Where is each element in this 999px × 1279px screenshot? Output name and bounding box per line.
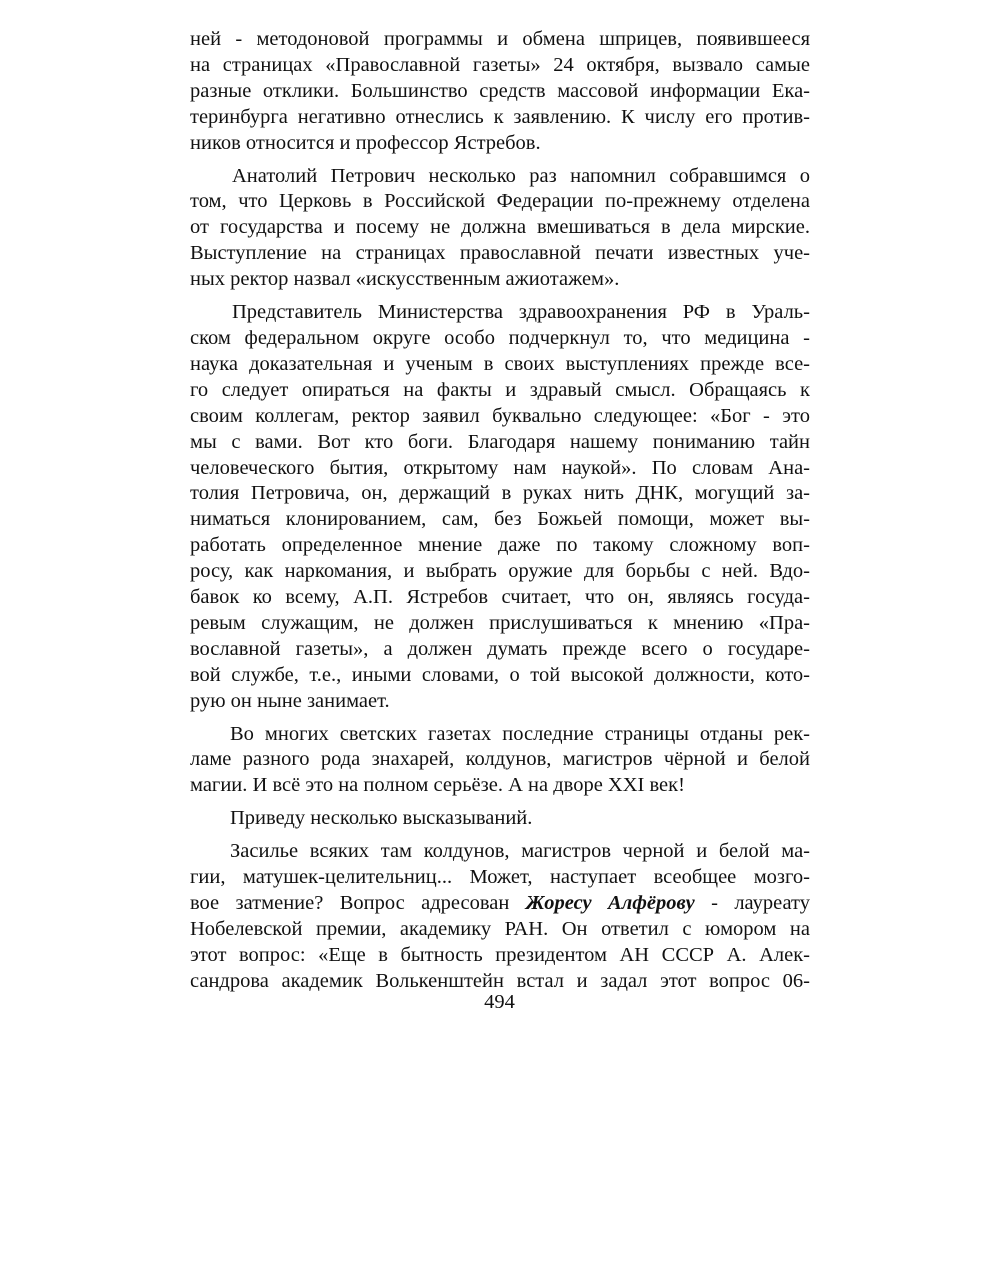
- text-line: ников относится и профессор Ястребов.: [190, 131, 541, 154]
- page-number: 494: [484, 991, 515, 1013]
- text-line: росу, как наркомания, и выбрать оружие для борьбы с ней. Вдо-: [190, 560, 810, 583]
- text-line: работать определенное мнение даже по такому сложному воп-: [190, 534, 810, 557]
- text-line: наука доказательная и ученым в своих выступлениях прежде все-: [190, 352, 810, 375]
- text-line: Анатолий Петрович несколько раз напомнил собравшимся о: [232, 164, 810, 187]
- text-line: мы с вами. Вот кто боги. Благодаря нашему пониманию тайн: [190, 430, 810, 453]
- text-line: человеческого бытия, открытому нам наукой». По словам Ана-: [190, 456, 810, 479]
- text-line: Засилье всяких там колдунов, магистров черной и белой ма-: [230, 840, 810, 863]
- text-line: вославной газеты», а должен думать прежде всего о государе-: [190, 637, 810, 660]
- text-line: Приведу несколько высказываний.: [230, 807, 533, 830]
- text-line: ных ректор назвал «искусственным ажиотажем».: [190, 268, 620, 291]
- text-line: Нобелевской премии, академику РАН. Он ответил с юмором на: [190, 917, 810, 940]
- text-fragment: - лауреату: [694, 892, 810, 914]
- paragraph-4: [190, 722, 810, 800]
- text-line: Во многих светских газетах последние страницы отданы рек-: [230, 722, 810, 745]
- text-fragment: вое затмение? Вопрос адресован: [190, 892, 526, 914]
- text-line: толия Петровича, он, держащий в руках нить ДНК, могущий за-: [190, 482, 810, 505]
- text-line: ревым служащим, не должен прислушиваться к мнению «Пра-: [190, 611, 810, 634]
- text-line: ском федеральном округе особо подчеркнул то, что медицина -: [190, 326, 810, 349]
- text-line: магии. И всё это на полном серьёзе. А на дворе XXI век!: [190, 774, 685, 797]
- text-line: от государства и посему не должна вмешиваться в дела мирские.: [190, 216, 810, 239]
- paragraph-5: [190, 806, 810, 832]
- person-name-emphasis: Жоресу Алфёрову: [525, 892, 695, 914]
- text-line: ней - методоновой программы и обмена шприцев, появившееся: [190, 28, 810, 50]
- text-line: рую он ныне занимает.: [190, 689, 390, 712]
- paragraph-3: [190, 300, 810, 715]
- text-line: ниматься клонированием, сам, без Божьей помощи, может вы-: [190, 508, 810, 531]
- paragraph-6: [190, 839, 810, 994]
- text-line: том, что Церковь в Российской Федерации по-прежнему отделена: [190, 190, 810, 213]
- text-line: теринбурга негативно отнеслись к заявлению. К числу его против-: [190, 105, 810, 128]
- text-line: разные отклики. Большинство средств массовой информации Ека-: [190, 79, 810, 102]
- text-line: бавок ко всему, А.П. Ястребов считает, что он, являясь госуда-: [190, 586, 810, 609]
- text-line: гии, матушек-целительниц... Может, наступает всеобщее мозго-: [190, 866, 810, 889]
- text-line: своим коллегам, ректор заявил буквально следующее: «Бог - это: [190, 404, 810, 427]
- text-line: сандрова академик Волькенштейн встал и задал этот вопрос 06-: [190, 969, 810, 992]
- text-line: Выступление на страницах православной печати известных уче-: [190, 242, 810, 265]
- text-line-with-name: [190, 891, 810, 917]
- text-line: вой службе, т.е., иными словами, о той высокой должности, кото-: [190, 663, 810, 686]
- text-line: ламе разного рода знахарей, колдунов, магистров чёрной и белой: [190, 748, 810, 771]
- text-line: го следует опираться на факты и здравый смысл. Обращаясь к: [190, 378, 810, 401]
- page-body: [190, 27, 810, 995]
- paragraph-2: [190, 164, 810, 294]
- text-line: на страницах «Православной газеты» 24 октября, вызвало самые: [190, 53, 810, 76]
- paragraph-1: [190, 27, 810, 157]
- text-line: Представитель Министерства здравоохранения РФ в Ураль-: [232, 301, 810, 324]
- text-line: этот вопрос: «Еще в бытность президентом АН СССР А. Алек-: [190, 943, 810, 966]
